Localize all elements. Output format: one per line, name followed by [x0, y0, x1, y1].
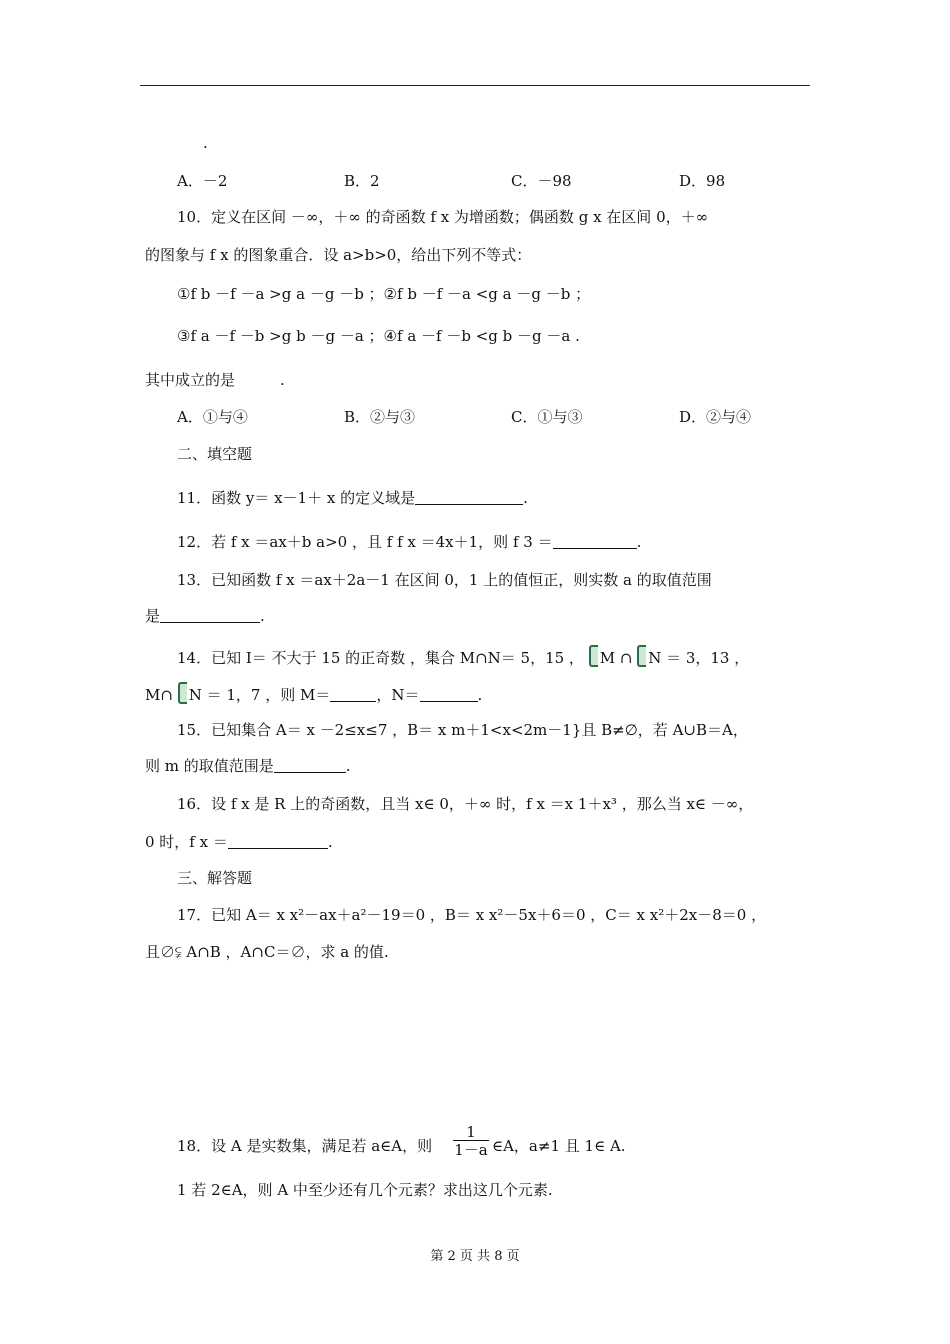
q11 — [177, 488, 528, 508]
q14-answer-blank-m[interactable] — [330, 686, 376, 702]
q12-end: . — [636, 533, 642, 551]
q12-answer-blank[interactable] — [553, 533, 637, 549]
q12 — [177, 532, 641, 552]
q16-end: . — [327, 833, 333, 851]
q14-text-d: M∩ — [145, 686, 178, 704]
q13-text: 是 — [145, 607, 161, 625]
q16-line2 — [145, 832, 333, 852]
q10-prompt: 其中成立的是 . — [145, 371, 285, 389]
q9-option-a: A．－2 — [177, 172, 228, 190]
q14-text-e: N ＝ 1，7 ，则 M＝ — [188, 686, 331, 704]
q14-text-f: ，N＝ — [376, 686, 420, 704]
q18-part-a: 18．设 A 是实数集，满足若 a∈A，则 — [177, 1137, 433, 1155]
q12-text: 12．若 f x ＝ax＋b a>0 ，且 f f x ＝4x＋1，则 f 3 ＝ — [177, 533, 553, 551]
q18-fraction — [453, 1124, 489, 1159]
q9-option-b: B．2 — [344, 172, 380, 190]
q10-inequalities-1-2: ①f b －f －a >g a －g －b ；②f b －f －a <g a －g －b ； — [177, 285, 591, 303]
q11-text: 11．函数 y＝ x－1＋ x 的定义域是 — [177, 489, 416, 507]
q10-option-d: D．②与④ — [679, 408, 752, 426]
q10-option-b: B．②与③ — [344, 408, 416, 426]
q15-text: 则 m 的取值范围是 — [145, 757, 274, 775]
q14-line1 — [177, 645, 749, 668]
q15-line2 — [145, 756, 351, 776]
q14-text-c: N ＝ 3，13 ， — [648, 649, 750, 667]
section-heading-fill-in: 二、填空题 — [177, 445, 253, 463]
q9-dot: . — [203, 134, 208, 152]
q10-option-c: C．①与③ — [511, 408, 583, 426]
complement-icon — [178, 682, 187, 704]
q17-line1: 17．已知 A＝ x x²－ax＋a²－19＝0 ，B＝ x x²－5x＋6＝0 ，C＝ x x²＋2x－8＝0 ， — [177, 906, 767, 924]
page-footer: 第 2 页 共 8 页 — [430, 1249, 520, 1264]
complement-icon — [589, 645, 598, 667]
q10-line1: 10．定义在区间 －∞，＋∞ 的奇函数 f x 为增函数；偶函数 g x 在区间 0，＋∞ — [177, 208, 709, 226]
q16-line1: 16．设 f x 是 R 上的奇函数，且当 x∈ 0，＋∞ 时，f x ＝x 1＋x³ ，那么当 x∈ －∞， — [177, 795, 754, 813]
q9-option-d: D．98 — [679, 172, 726, 190]
q10-option-a: A．①与④ — [177, 408, 248, 426]
q13-end: . — [260, 607, 265, 625]
complement-icon — [637, 645, 646, 667]
q16-text: 0 时，f x ＝ — [145, 833, 228, 851]
q10-line2: 的图象与 f x 的图象重合．设 a>b>0，给出下列不等式： — [145, 246, 532, 264]
q13-answer-blank[interactable] — [160, 607, 260, 623]
q9-option-c: C．－98 — [511, 172, 572, 190]
q10-inequalities-3-4: ③f a －f －b >g b －g －a ；④f a －f －b <g b －g －a . — [177, 327, 580, 345]
section-heading-solutions: 三、解答题 — [177, 869, 253, 887]
q17-line2: 且∅⫋ A∩B ，A∩C＝∅，求 a 的值. — [145, 943, 389, 961]
fraction-denominator: 1－a — [454, 1141, 488, 1159]
header-rule — [140, 85, 810, 86]
q14-end: . — [477, 686, 483, 704]
q11-answer-blank[interactable] — [415, 489, 523, 505]
q13-line1: 13．已知函数 f x ＝ax＋2a－1 在区间 0，1 上的值恒正，则实数 a 的取值范围 — [177, 571, 712, 589]
q15-end: . — [345, 757, 351, 775]
q14-line2 — [145, 682, 482, 705]
q15-answer-blank[interactable] — [274, 757, 346, 773]
q14-text-b: M ∩ — [599, 649, 638, 667]
q11-end: . — [523, 489, 528, 507]
q16-answer-blank[interactable] — [228, 833, 328, 849]
q14-answer-blank-n[interactable] — [420, 686, 478, 702]
q14-text-a: 14．已知 I＝ 不大于 15 的正奇数 ，集合 M∩N＝ 5，15 ， — [177, 649, 584, 667]
q15-line1: 15．已知集合 A＝ x －2≤x≤7 ，B＝ x m＋1<x<2m－1}且 B≠∅，若 A∪B＝A， — [177, 721, 748, 739]
fraction-numerator: 1 — [466, 1123, 476, 1141]
q18-part-b: ∈A，a≠1 且 1∈ A. — [492, 1137, 626, 1155]
q18-sub1: 1 若 2∈A，则 A 中至少还有几个元素？求出这几个元素. — [177, 1181, 553, 1199]
q13-line2 — [145, 606, 265, 626]
